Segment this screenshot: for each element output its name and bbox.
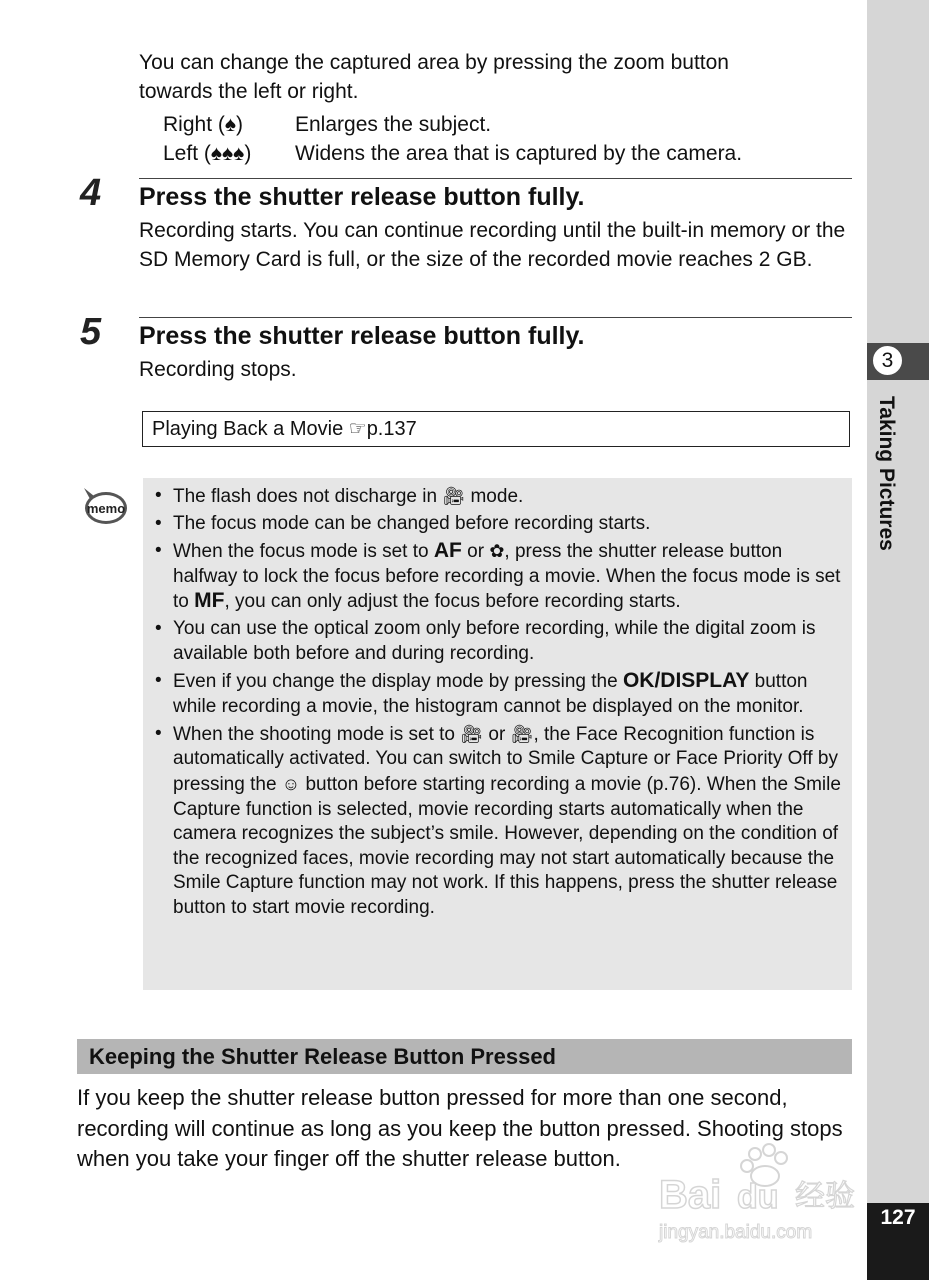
zoom-key-right: Right (♠): [163, 113, 244, 136]
page-number: 127: [880, 1206, 916, 1229]
watermark-url: jingyan.baidu.com: [659, 1222, 813, 1243]
movie-face-mode-icon: 🎥︎: [510, 723, 534, 744]
memo-text: mode.: [465, 486, 524, 507]
baidu-watermark: [655, 1140, 870, 1245]
memo-text: or: [483, 723, 511, 745]
memo-list: [143, 478, 852, 921]
memo-icon: [80, 484, 128, 528]
memo-text: , press the shutter release button halfway to lock the focus before recording a movie. When the focus mode is set to: [173, 541, 841, 613]
memo-text: When the focus mode is set to: [173, 541, 434, 563]
chapter-number: 3: [871, 344, 904, 377]
section-heading: Keeping the Shutter Release Button Pressed: [77, 1039, 852, 1074]
chapter-title: Taking Pictures: [875, 396, 898, 551]
movie-mode-icon: 🎥︎: [460, 723, 484, 744]
intro-line-2: towards the left or right.: [139, 80, 359, 103]
memo-item: [173, 722, 842, 921]
zoom-desc-right: Enlarges the subject.: [295, 113, 492, 136]
memo-item: [173, 669, 842, 719]
memo-icon-label: memo: [86, 501, 126, 516]
af-symbol: AF: [433, 539, 462, 563]
memo-text: Even if you change the display mode by pressing the: [173, 671, 623, 693]
zoom-key-left: Left (♠♠♠): [163, 142, 252, 165]
memo-text: The flash does not discharge in: [173, 486, 443, 507]
memo-text: The focus mode can be changed before recording starts.: [173, 513, 651, 535]
face-recognition-icon: ☺: [281, 774, 301, 795]
chapter-side-tab: [867, 0, 929, 1280]
memo-text: button before starting recording a movie (p.76). When the Smile Capture function is selected, movie recording starts automatically when the camera recognizes the subject’s smile. However, depending on the condition of the recognized faces, movie recording may not start automatically because the Smile Capture function may not work. If this happens, press the shutter release button to start movie recording.: [173, 774, 841, 918]
step-5-number: 5: [80, 311, 102, 353]
intro-paragraph: [139, 48, 839, 106]
step-5-rule: [139, 317, 852, 318]
memo-text: button while recording a movie, the histogram cannot be displayed on the monitor.: [173, 671, 808, 717]
step-4-rule: [139, 178, 852, 179]
memo-item: [173, 484, 842, 510]
mf-symbol: MF: [194, 589, 225, 613]
memo-item: [173, 512, 842, 537]
step-5-description: Recording stops.: [139, 358, 297, 381]
memo-text: When the shooting mode is set to: [173, 723, 461, 745]
watermark-cn: 经验: [795, 1179, 855, 1214]
ok-display-symbol: OK/DISPLAY: [622, 669, 750, 693]
zoom-table: [163, 110, 742, 168]
memo-text: You can use the optical zoom only before recording, while the digital zoom is available both before and during recording.: [173, 618, 816, 665]
zoom-row-left: [163, 139, 742, 168]
watermark-brand: Bai: [659, 1173, 722, 1217]
memo-item: [173, 617, 842, 666]
intro-line-1: You can change the captured area by pressing the zoom button: [139, 51, 729, 74]
movie-mode-icon: 🎥︎: [442, 486, 466, 506]
step-4-number: 4: [80, 172, 102, 214]
memo-box: [143, 478, 852, 990]
macro-icon: ✿: [489, 541, 505, 562]
memo-item: [173, 539, 842, 615]
memo-text: , you can only adjust the focus before recording starts.: [224, 591, 681, 613]
memo-text: , the Face Recognition function is automatically activated. You can switch to Smile Capture or Face Priority Off by pressing the: [173, 723, 838, 796]
memo-text: or: [461, 541, 490, 563]
reference-box: Playing Back a Movie ☞p.137: [142, 411, 850, 447]
step-5-title: Press the shutter release button fully.: [139, 322, 585, 350]
step-4-description: Recording starts. You can continue recording until the built-in memory or the SD Memory Card is full, or the size of the recorded movie reaches 2 GB.: [139, 219, 846, 271]
zoom-desc-left: Widens the area that is captured by the camera.: [295, 142, 743, 165]
zoom-row-right: [163, 110, 742, 139]
watermark-brand-2: du: [737, 1178, 779, 1216]
step-4-title: Press the shutter release button fully.: [139, 183, 585, 211]
section-body: If you keep the shutter release button pressed for more than one second, recording will continue as long as you keep the button pressed. Shooting stops when you take your finger off the shutter release button.: [77, 1085, 843, 1171]
